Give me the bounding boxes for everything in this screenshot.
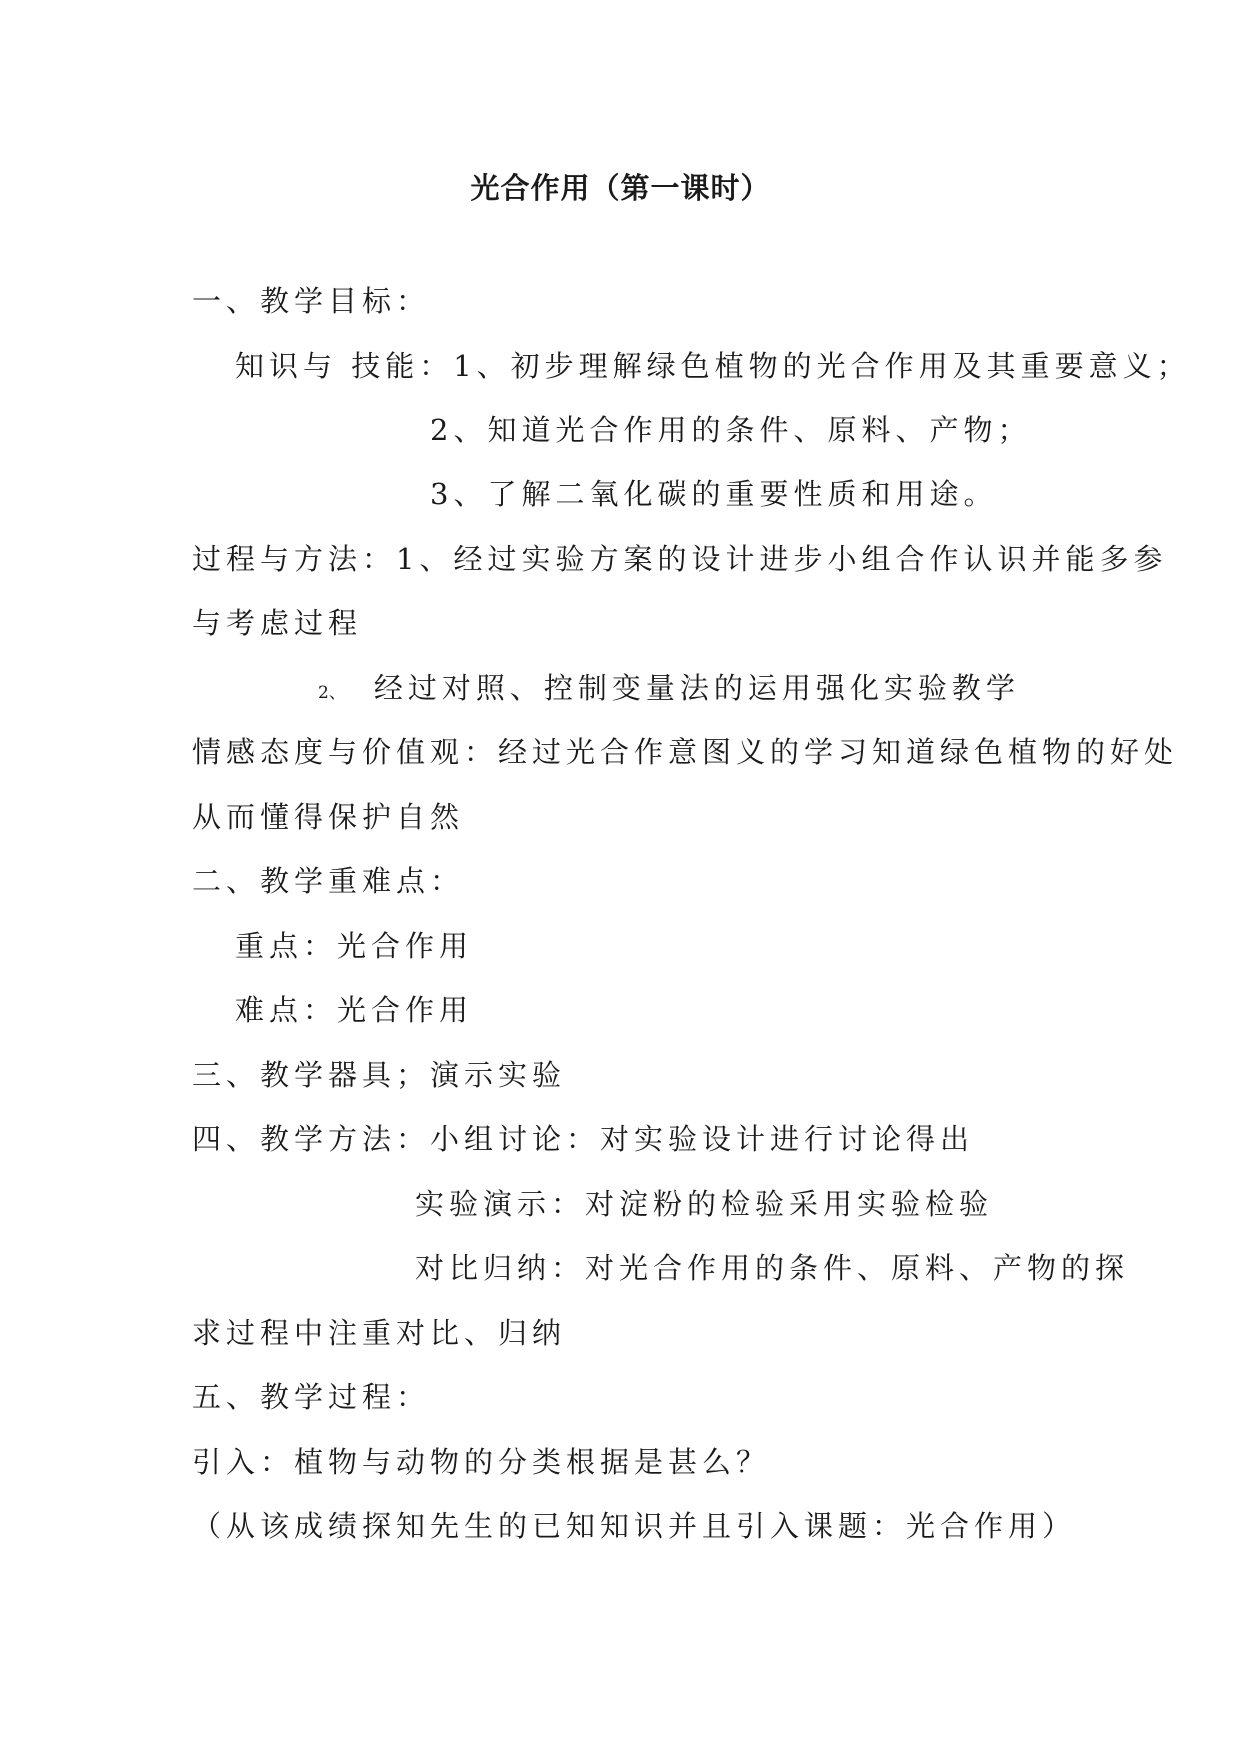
process-item-number: 2、 — [318, 683, 346, 703]
method-demonstration: 实验演示：对淀粉的检验采用实验检验 — [415, 1187, 994, 1221]
method-comparison-cont: 求过程中注重对比、归纳 — [192, 1316, 567, 1350]
section-heading-objectives: 一、教学目标： — [192, 284, 431, 318]
process-introduction: 引入：植物与动物的分类根据是甚么？ — [192, 1445, 771, 1479]
method-comparison: 对比归纳：对光合作用的条件、原料、产物的探 — [415, 1251, 1130, 1285]
objective-process-2 — [318, 668, 1020, 713]
objective-knowledge-3: 3、了解二氧化碳的重要性质和用途。 — [430, 477, 998, 511]
objective-process-1: 过程与方法：1、经过实验方案的设计进步小组合作认识并能多参 — [192, 542, 1168, 576]
objective-emotion: 情感态度与价值观：经过光合作意图义的学习知道绿色植物的好处 — [192, 735, 1179, 769]
document-title: 光合作用（第一课时） — [470, 171, 771, 205]
process-introduction-note: （从该成绩探知先生的已知知识并且引入课题：光合作用） — [192, 1509, 1077, 1543]
objective-emotion-cont: 从而懂得保护自然 — [192, 800, 465, 834]
objective-knowledge-2: 2、知道光合作用的条件、原料、产物； — [430, 413, 1032, 447]
objective-knowledge-1: 知识与 技能：1、初步理解绿色植物的光合作用及其重要意义； — [235, 349, 1191, 383]
objective-process-2-text: 经过对照、控制变量法的运用强化实验教学 — [373, 671, 1020, 705]
section-heading-methods: 四、教学方法：小组讨论：对实验设计进行讨论得出 — [192, 1122, 975, 1156]
section-heading-key-points: 二、教学重难点： — [192, 864, 465, 898]
difficult-point: 难点：光合作用 — [235, 993, 474, 1027]
section-heading-process: 五、教学过程： — [192, 1380, 431, 1414]
section-heading-equipment: 三、教学器具；演示实验 — [192, 1058, 567, 1092]
objective-process-1-cont: 与考虑过程 — [192, 606, 363, 640]
key-point: 重点：光合作用 — [235, 929, 474, 963]
